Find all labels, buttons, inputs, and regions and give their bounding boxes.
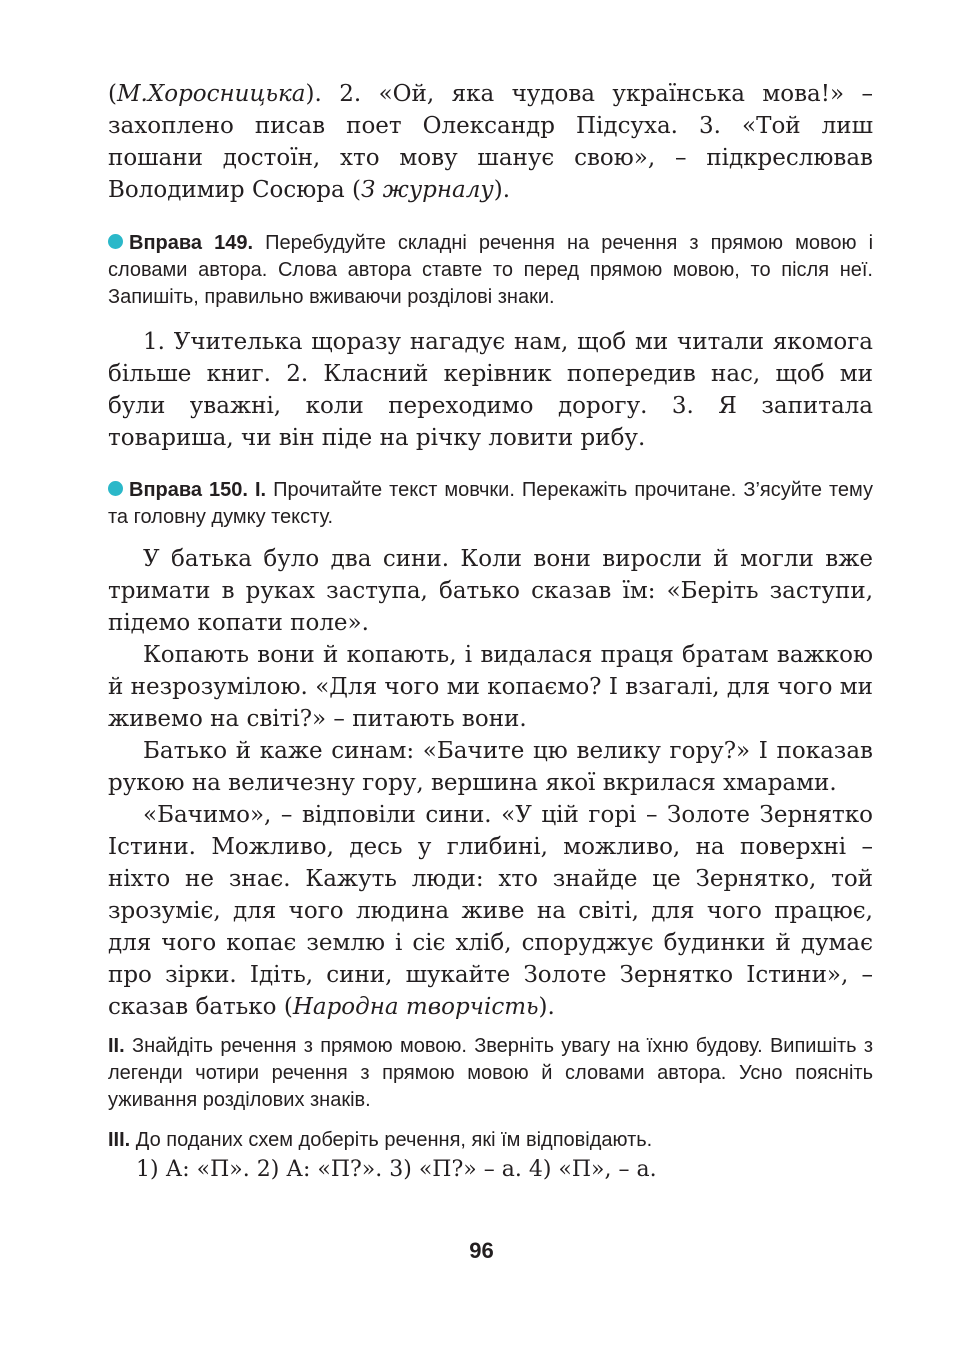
- part3-text: До поданих схем доберіть речення, які їм відповідають.: [135, 1129, 653, 1151]
- page-number: 96: [469, 1238, 494, 1263]
- legend-paragraph: Батько й каже синам: «Бачите цю велику гору?» І показав рукою на величезну гору, вершина якої вкрилася хмарами.: [108, 738, 873, 796]
- bullet-icon: [108, 234, 123, 249]
- part2-task: [108, 1033, 873, 1114]
- fragment-text: ). 2. «Ой, яка чудова українська мова!» – захоплено писав поет Олександр Підсуха. 3. «Той лиш пошани достоїн, хто мову шанує свою», – підкреслював Володимир Сосюра (: [108, 81, 873, 203]
- legend-paragraph: Копають вони й копають, і видалася праця братам важкою й незрозумілою. «Для чого ми копаємо? І взагалі, для чого ми живемо на світі?» – питають вони.: [108, 642, 873, 732]
- legend-source-end: ).: [538, 994, 555, 1020]
- part1-text: Прочитайте текст мовчки. Перекажіть прочитане. З’ясуйте тему та головну думку тексту.: [108, 479, 873, 528]
- part2-label: II.: [108, 1035, 125, 1057]
- legend-text: [108, 543, 873, 1023]
- part3-label: III.: [108, 1129, 131, 1151]
- top-fragment: (М.Хоросницька). 2. «Ой, яка чудова українська мова!» – захоплено писав поет Олександр Підсуха. 3. «Той лиш пошани достоїн, хто мову шанує свою», – підкреслював Володимир Сосюра (З журналу).: [108, 81, 873, 203]
- part2-text: Знайдіть речення з прямою мовою. Зверніть увагу на їхню будову. Випишіть з легенди чотири речення з прямою мовою й словами автора. Усно поясніть уживання розділових знаків.: [108, 1035, 874, 1111]
- legend-paragraph-text: «Бачимо», – відповіли сини. «У цій горі – Золоте Зернятко Істини. Можливо, десь у глибині, можливо, на поверхні – ніхто не знає. Кажуть люди: хто знайде це Зернятко, той зрозуміє, для чого людина живе на світі, для чого працює, для чого копає землю і сіє хліб, споруджує будинки й думає про зірки. Ідіть, сини, шукайте Золоте Зернятко Істини», – сказав батько (: [108, 802, 873, 1020]
- legend-paragraph: У батька було два сини. Коли вони виросли й могли вже тримати в руках заступа, батько сказав їм: «Беріть заступи, підемо копати поле».: [108, 546, 873, 636]
- exercise-149-body: 1. Учителька щоразу нагадує нам, щоб ми читали якомога більше книг. 2. Класний керівник попередив нас, щоб ми були уважні, коли переходимо дорогу. 3. Я запитала товариша, чи він піде на річку ловити рибу.: [108, 329, 873, 451]
- exercise-149-title: Вправа 149.: [129, 232, 254, 254]
- fragment-end: ).: [493, 177, 511, 203]
- exercise-149-text: Перебудуйте складні речення на речення з прямою мовою і словами автора. Слова автора ставте то перед прямою мовою, то після неї. Запишіть, правильно вживаючи розділові знаки.: [108, 232, 874, 308]
- exercise-150-title: Вправа 150.: [129, 479, 248, 501]
- exercise-150-task: [108, 477, 873, 531]
- part3-task: [108, 1127, 873, 1154]
- exercise-149-task: [108, 230, 873, 311]
- legend-paragraph-last: [108, 799, 873, 1023]
- part1-label: I.: [254, 479, 267, 501]
- author-citation: М.Хоросницька: [116, 81, 306, 107]
- legend-source: Народна творчість: [292, 994, 539, 1020]
- journal-source: З журналу: [361, 177, 494, 203]
- schemes-line: 1) А: «П». 2) А: «П?». 3) «П?» – а. 4) «П», – а.: [136, 1157, 657, 1182]
- bullet-icon: [108, 481, 123, 496]
